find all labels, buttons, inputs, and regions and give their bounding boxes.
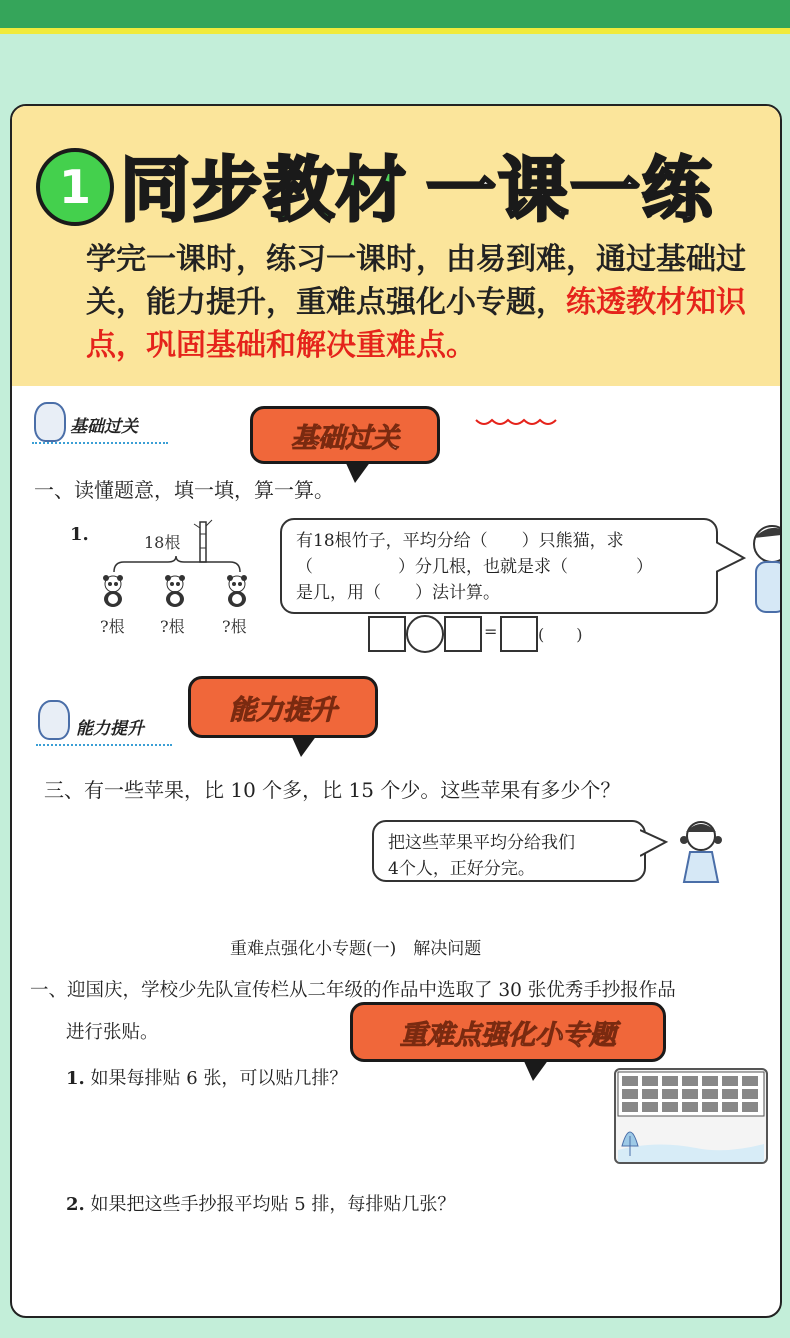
- sub-question-number: 2.: [66, 1194, 85, 1215]
- red-wave-decoration: [474, 412, 564, 428]
- sub-question-2: [66, 1190, 455, 1216]
- sub-question-text: 如果每排贴 6 张，可以贴几排？: [90, 1068, 348, 1089]
- intro-text: [86, 238, 746, 367]
- panda-icon: [224, 574, 250, 608]
- panda-label: ?根: [160, 617, 185, 636]
- intro-black: 学完一课时，练习一课时，由易到难，通过基础过关，能力提升，重难点强化小专题，: [86, 242, 746, 320]
- bubble-pointer: [640, 826, 670, 860]
- question-1: 一、读懂题意，填一填，算一算。: [34, 478, 334, 502]
- panda-icon: [162, 574, 188, 608]
- bubble-line: （ ）分几根，也就是求（ ）: [296, 557, 653, 577]
- panda-icon: [100, 574, 126, 608]
- hint-bubble-2: [372, 820, 646, 882]
- topic-subtitle: 重难点强化小专题(一) 解决问题: [230, 939, 482, 959]
- bubble-line: 把这些苹果平均分给我们: [388, 833, 575, 853]
- boy-character-icon: [742, 518, 780, 618]
- question-topic-1: 一、迎国庆，学校少先队宣传栏从二年级的作品中选取了 30 张优秀手抄报作品: [30, 980, 676, 1001]
- panda-label: ?根: [100, 617, 125, 636]
- mouse-mascot-icon: [38, 700, 70, 740]
- callout-topic-label: 重难点强化小专题: [400, 1019, 616, 1051]
- headline: [120, 134, 714, 235]
- bamboo-label: 18根: [144, 533, 181, 552]
- tag-underline: [32, 436, 168, 444]
- panda-label: ?根: [222, 617, 247, 636]
- bulletin-board-illustration: [614, 1068, 768, 1164]
- callout-tail: [291, 735, 317, 757]
- callout-tail: [345, 461, 371, 483]
- tag-underline: [36, 738, 172, 746]
- equals-sign: =: [484, 622, 498, 641]
- sub-question-number: 1.: [66, 1068, 85, 1089]
- item-number-1: 1.: [70, 524, 89, 545]
- question-topic-1-cont: 进行张贴。: [66, 1022, 159, 1043]
- hint-bubble-1: [280, 518, 718, 614]
- headline-white: 一课一练: [426, 149, 714, 231]
- unit-paren: ( ): [538, 625, 583, 644]
- girl-character-icon: [676, 816, 726, 886]
- question-3: 三、有一些苹果，比 10 个多，比 15 个少。这些苹果有多少个？: [44, 778, 621, 802]
- division-brace: [112, 554, 242, 574]
- section-tag-ability: 能力提升: [76, 719, 144, 739]
- bubble-line: 是几，用（ ）法计算。: [296, 583, 500, 603]
- bubble-line: 有18根竹子，平均分给（ ）只熊猫，求: [296, 531, 624, 551]
- headline-green: 同步教材: [120, 149, 408, 231]
- answer-box[interactable]: [444, 616, 482, 652]
- callout-ability: [188, 676, 378, 738]
- number-badge: 1: [36, 148, 114, 226]
- sub-question-text: 如果把这些手抄报平均贴 5 排，每排贴几张？: [90, 1194, 456, 1215]
- intro-red: 练透教材知识点，巩固基础和解决重难点。: [86, 285, 746, 363]
- callout-tail: [523, 1059, 549, 1081]
- bubble-line: 4个人，正好分完。: [388, 859, 535, 879]
- answer-box[interactable]: [368, 616, 406, 652]
- section-tag-basic: 基础过关: [70, 417, 138, 437]
- content-card: [10, 104, 782, 1318]
- callout-ability-label: 能力提升: [229, 694, 337, 726]
- top-bar: [0, 0, 790, 28]
- top-accent-line: [0, 28, 790, 34]
- sub-question-1: [66, 1064, 347, 1090]
- answer-box[interactable]: [500, 616, 538, 652]
- callout-topic: [350, 1002, 666, 1062]
- header-banner: [12, 106, 780, 386]
- callout-basic-label: 基础过关: [291, 422, 399, 454]
- bulletin-board-icon: [616, 1070, 766, 1162]
- callout-basic: [250, 406, 440, 464]
- operator-circle[interactable]: [406, 615, 444, 653]
